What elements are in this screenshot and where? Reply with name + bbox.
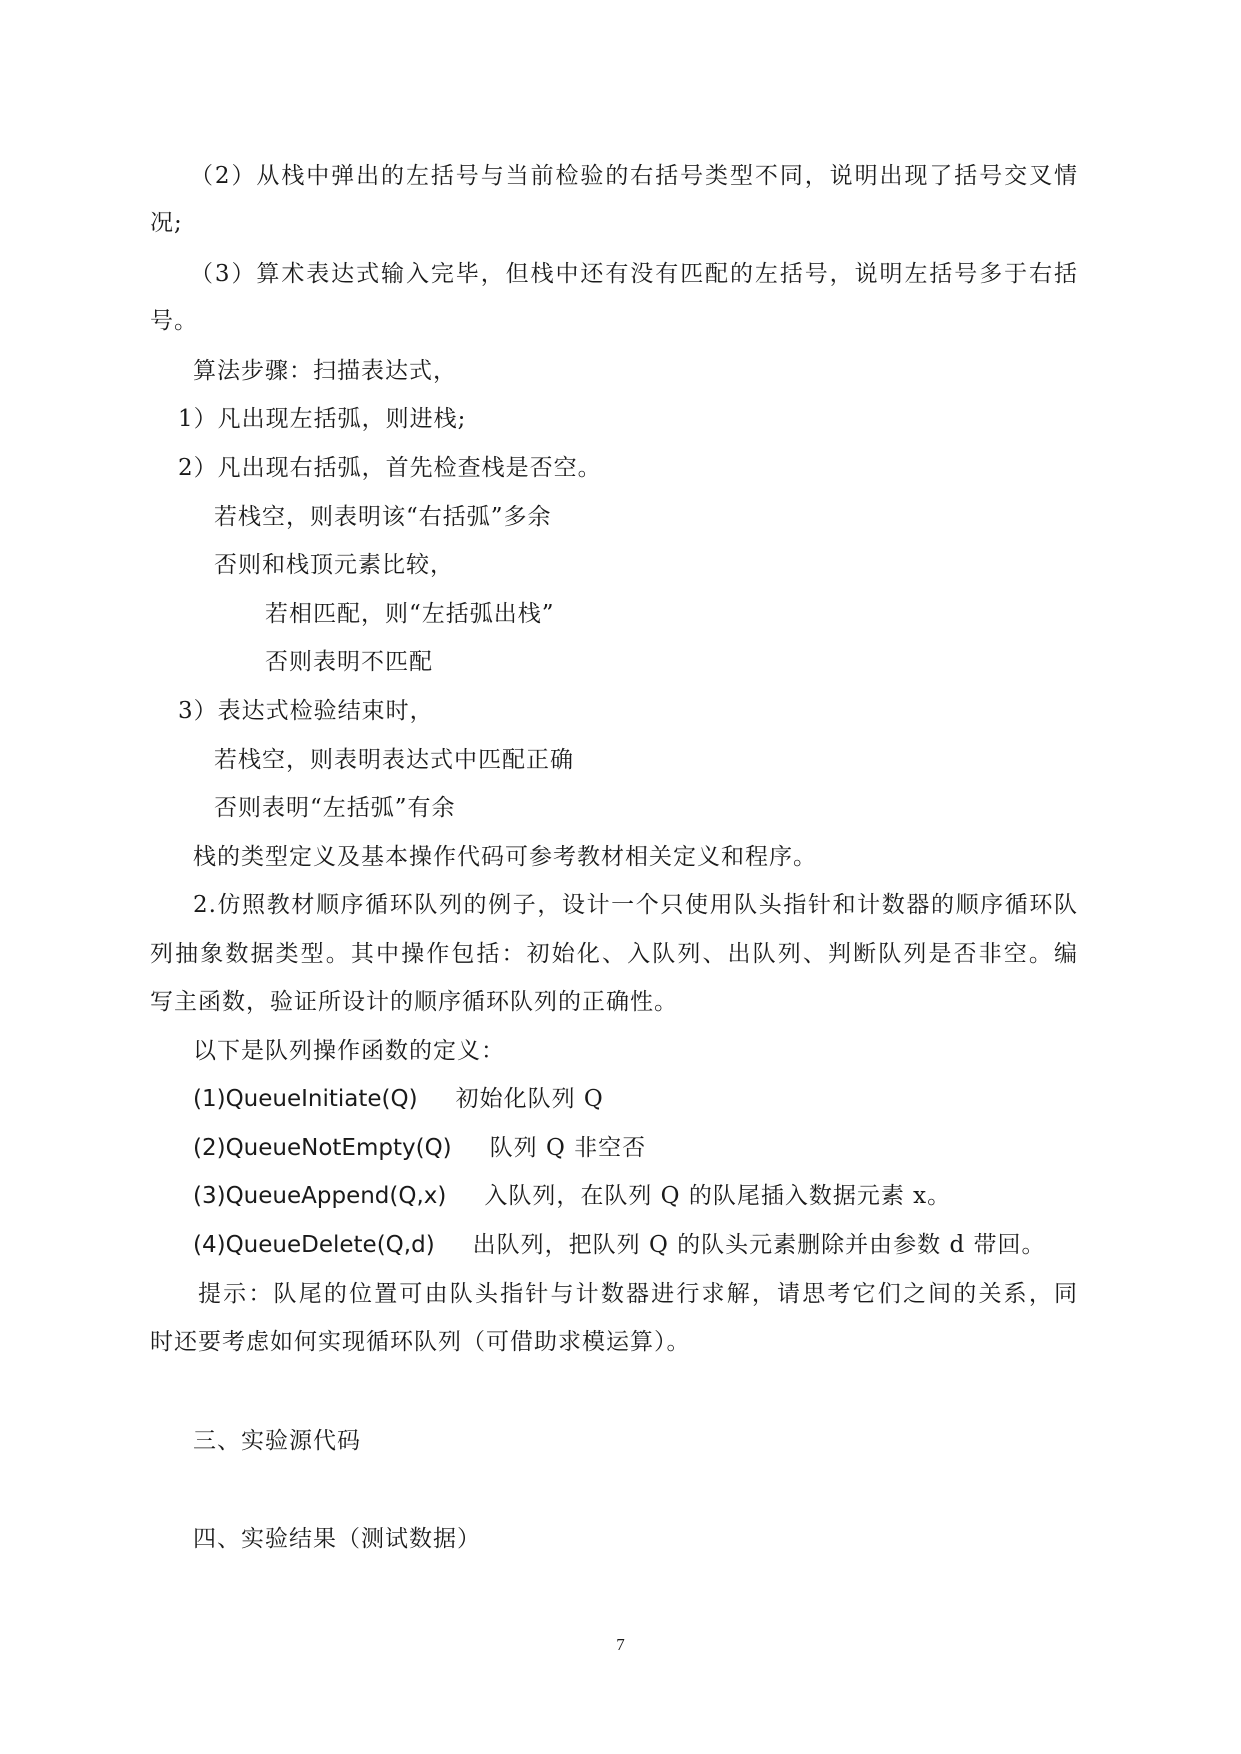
operation-desc: 队列 Q 非空否	[489, 1135, 647, 1161]
paragraph-line: 2.仿照教材顺序循环队列的例子，设计一个只使用队头指针和计数器的顺序循环队	[193, 892, 1078, 918]
operation-item	[193, 1230, 1046, 1260]
hint-paragraph-line: 时还要考虑如何实现循环队列（可借助求模运算）。	[150, 1329, 691, 1355]
paragraph-line: 算法步骤：扫描表达式，	[193, 358, 457, 384]
page-number: 7	[616, 1635, 625, 1654]
algorithm-substep: 若栈空，则表明表达式中匹配正确	[214, 747, 574, 773]
operation-desc: 入队列，在队列 Q 的队尾插入数据元素 x。	[484, 1183, 952, 1209]
operation-item	[193, 1181, 951, 1211]
paragraph-line: 列抽象数据类型。其中操作包括：初始化、入队列、出队列、判断队列是否非空。编	[150, 941, 1078, 967]
algorithm-step: 3）表达式检验结束时，	[178, 698, 434, 724]
algorithm-substep: 否则表明不匹配	[265, 649, 433, 675]
operation-name: (4)QueueDelete(Q,d)	[193, 1232, 435, 1258]
paragraph-line: （2）从栈中弹出的左括号与当前检验的右括号类型不同，说明出现了括号交叉情	[190, 163, 1078, 189]
paragraph-line: 写主函数，验证所设计的顺序循环队列的正确性。	[150, 989, 678, 1015]
algorithm-step: 1）凡出现左括弧，则进栈;	[178, 406, 467, 432]
algorithm-substep: 若栈空，则表明该“右括弧”多余	[214, 504, 552, 530]
operation-name: (3)QueueAppend(Q,x)	[193, 1183, 447, 1209]
operation-name: (1)QueueInitiate(Q)	[193, 1086, 418, 1112]
operation-item	[193, 1133, 646, 1163]
section-heading-source-code: 三、实验源代码	[193, 1428, 361, 1454]
algorithm-step: 2）凡出现右括弧，首先检查栈是否空。	[178, 455, 602, 481]
paragraph-line: 况;	[150, 210, 183, 236]
paragraph-line: 栈的类型定义及基本操作代码可参考教材相关定义和程序。	[193, 844, 817, 870]
algorithm-substep: 若相匹配，则“左括弧出栈”	[265, 601, 555, 627]
section-heading-results: 四、实验结果（测试数据）	[193, 1526, 481, 1552]
paragraph-line: （3）算术表达式输入完毕，但栈中还有没有匹配的左括号，说明左括号多于右括	[190, 261, 1078, 287]
paragraph-line: 号。	[150, 308, 198, 334]
operation-name: (2)QueueNotEmpty(Q)	[193, 1135, 452, 1161]
paragraph-line: 以下是队列操作函数的定义：	[193, 1038, 505, 1064]
algorithm-substep: 否则表明“左括弧”有余	[214, 795, 456, 821]
hint-paragraph-line: 提示：队尾的位置可由队头指针与计数器进行求解，请思考它们之间的关系，同	[198, 1281, 1078, 1307]
operation-desc: 初始化队列 Q	[455, 1086, 604, 1112]
algorithm-substep: 否则和栈顶元素比较，	[214, 552, 454, 578]
operation-desc: 出队列，把队列 Q 的队头元素删除并由参数 d 带回。	[472, 1232, 1046, 1258]
operation-item	[193, 1084, 604, 1114]
